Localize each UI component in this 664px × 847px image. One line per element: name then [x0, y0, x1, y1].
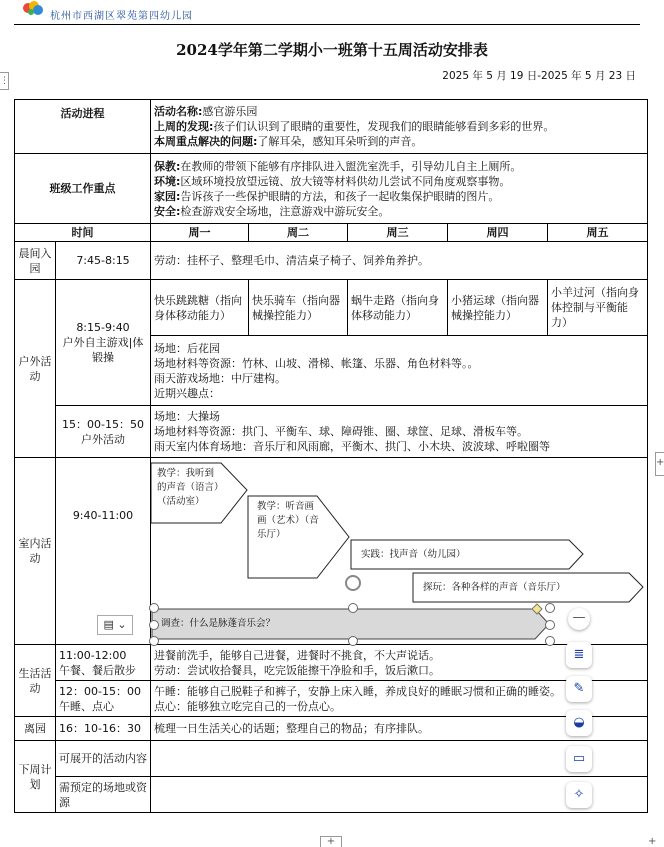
progress-content	[151, 100, 648, 154]
outdoor-name-1: 户外自主游戏|体锻操	[62, 336, 144, 364]
focus-item-label: 保教:	[154, 159, 181, 173]
materials-text: 场地材料等资源：竹林、山坡、滑梯、帐篷、乐器、角色材料等。。	[154, 356, 479, 370]
outdoor-label: 户外活动	[15, 280, 56, 458]
life-slot-1	[56, 645, 151, 681]
class-focus-content	[151, 154, 648, 224]
rotate-icon[interactable]	[346, 576, 360, 590]
focus-item-label: 家园:	[154, 189, 181, 203]
game-cell: 小羊过河（指向身体控制与平衡能力）	[548, 280, 648, 336]
focus-item-value: 告诉孩子一些保护眼睛的方法，和孩子一起收集保护眼睛的图片。	[180, 189, 500, 203]
outdoor-time-1: 8:15-9:40	[76, 321, 130, 334]
indoor-label: 室内活动	[15, 458, 56, 645]
arrival-label: 晨间入园	[15, 242, 56, 280]
magic-icon[interactable]: ✧	[566, 782, 592, 808]
page-title: 2024学年第二学期小一班第十五周活动安排表	[176, 41, 488, 59]
life-label: 生活活动	[15, 645, 56, 717]
progress-row	[15, 100, 648, 154]
arrival-content: 劳动：挂杯子、整理毛巾、清洁桌子椅子、饲养角养护。	[151, 242, 648, 280]
minus-icon[interactable]: —	[568, 608, 590, 630]
selection-handle[interactable]	[149, 620, 159, 630]
school-name: 杭州市西湖区翠苑第四幼儿园	[50, 11, 193, 22]
progress-label: 活动进程	[15, 100, 151, 154]
last-week-label: 上周的发现:	[154, 120, 214, 133]
day-header: 周一	[151, 224, 249, 242]
leave-content: 梳理一日生活关心的话题；整理自己的物品；有序排队。	[151, 717, 648, 741]
next-week-row-1	[15, 741, 648, 777]
date-range: 2025 年 5 月 19 日-2025 年 5 月 23 日	[442, 70, 636, 82]
game-cell: 快乐跳跳糖（指向身体移动能力）	[151, 280, 249, 336]
class-focus-label: 班级工作重点	[15, 154, 151, 224]
next-week-label: 下周计划	[15, 741, 56, 813]
outdoor-slot-1	[56, 280, 151, 406]
header-divider	[14, 24, 640, 25]
focus-item-label: 环境:	[154, 174, 181, 188]
focus-item-label: 安全:	[154, 204, 181, 218]
site-text: 场地：后花园	[154, 341, 220, 355]
rain-text: 雨天游戏场地：中厅建构。	[154, 371, 286, 385]
lunch-text: 进餐前洗手，能够自己进餐，进餐时不挑食，不大声说话。	[154, 648, 440, 662]
indoor-time: 9:40-11:00	[56, 458, 151, 645]
rain-text: 雨天室内体育场地：音乐厅和风雨廊，平衡木、拱门、小木块、波波球、呼啦圈等	[154, 440, 550, 453]
nap-text: 午睡：能够自己脱鞋子和裤子，安静上床入睡，养成良好的睡眠习惯和正确的睡姿。	[154, 684, 561, 698]
shape-text: 探玩：各种各样的声音（音乐厅）	[423, 581, 566, 593]
plus-icon[interactable]: +	[648, 836, 657, 847]
nap-row	[15, 681, 648, 717]
monitor-icon[interactable]: ▭	[566, 746, 592, 772]
pen-icon[interactable]: ✎	[566, 676, 592, 702]
outdoor-site-1	[151, 336, 648, 406]
snack-text: 点心：能够独立吃完自己的一份点心。	[154, 699, 341, 713]
layout-options-icon[interactable]: ▤ ⌄	[97, 615, 133, 635]
interest-text: 近期兴趣点：	[154, 386, 220, 400]
activity-name-label: 活动名称:	[154, 105, 203, 118]
logo-icon	[22, 0, 44, 16]
focus-item-value: 检查游戏安全场地，注意游戏中游玩安全。	[180, 204, 390, 218]
activity-name: 感官游乐园	[202, 105, 258, 118]
shape-text: 教学：我听到的声音（语言）（活动室）	[157, 467, 219, 507]
life-time-2: 12：00-15：00	[59, 684, 141, 698]
leave-label: 离园	[15, 717, 56, 741]
outdoor-games-row	[15, 280, 648, 336]
shape-text: 实践：找声音（幼儿园）	[361, 548, 466, 560]
next-week-row-2	[15, 777, 648, 813]
focus-label: 本周重点解决的问题:	[154, 135, 258, 148]
lunch-row	[15, 645, 648, 681]
shape-text: 教学：听音画画（艺术）（音乐厅）	[257, 500, 319, 540]
focus-item-value: 区域环境投放望远镜、放大镜等材料供幼儿尝试不同角度观察事物。	[180, 174, 511, 188]
focus-item-value: 在教师的带领下能够有序排队进入盥洗室洗手，引导幼儿自主上厕所。	[180, 159, 522, 173]
life-name-1: 午餐、餐后散步	[59, 663, 136, 677]
outdoor-slot-2	[56, 406, 151, 458]
focus-value: 了解耳朵，感知耳朵听到的声音。	[257, 135, 423, 148]
schedule-table	[14, 99, 648, 813]
day-header: 周二	[249, 224, 348, 242]
outdoor-afternoon-row	[15, 406, 648, 458]
outdoor-time-2: 15：00-15：50	[62, 417, 144, 431]
day-header: 周四	[448, 224, 548, 242]
plus-icon[interactable]: +	[320, 836, 342, 847]
day-header: 周三	[348, 224, 448, 242]
leave-row	[15, 717, 648, 741]
selection-handle[interactable]	[545, 620, 555, 630]
selection-handle[interactable]	[149, 636, 159, 646]
day-header: 周五	[548, 224, 648, 242]
anchor-icon[interactable]: +	[655, 452, 664, 476]
game-cell: 快乐骑车（指向器械操控能力）	[249, 280, 348, 336]
labor-text: 劳动：尝试收拾餐具，吃完饭能擦干净脸和手，饭后漱口。	[154, 663, 440, 677]
fill-icon[interactable]: ◒	[566, 710, 592, 736]
last-week-finding: 孩子们认识到了眼睛的重要性，发现我们的眼睛能够看到多彩的世界。	[213, 120, 555, 133]
align-icon[interactable]: ≣	[566, 642, 592, 668]
arrival-time: 7:45-8:15	[56, 242, 151, 280]
selection-handle[interactable]	[545, 636, 555, 646]
materials-text: 场地材料等资源：拱门、平衡车、球、障碍锥、圈、球筐、足球、滑板车等。	[154, 425, 528, 438]
outdoor-name-2: 户外活动	[81, 432, 125, 446]
header-row	[15, 224, 648, 242]
next-week-item: 可展开的活动内容	[56, 741, 151, 777]
leave-time: 16：10-16：30	[56, 717, 151, 741]
outdoor-site-2	[151, 406, 648, 458]
page-header	[0, 0, 664, 28]
game-cell: 蜗牛走路（指向身体移动能力）	[348, 280, 448, 336]
class-focus-row	[15, 154, 648, 224]
game-cell: 小猪运球（指向器械操控能力）	[448, 280, 548, 336]
life-slot-2	[56, 681, 151, 717]
selection-handle[interactable]	[348, 636, 358, 646]
selection-handle[interactable]	[348, 603, 358, 613]
selection-handle[interactable]	[545, 603, 555, 613]
shape-text: 调查：什么是脉蓬音乐会？	[161, 617, 276, 629]
time-header: 时间	[15, 224, 151, 242]
next-week-item: 需预定的场地或资源	[56, 777, 151, 813]
life-name-2: 午睡、点心	[59, 699, 114, 713]
arrival-row	[15, 242, 648, 280]
selection-handle[interactable]	[149, 603, 159, 613]
life-time-1: 11:00-12:00	[59, 648, 127, 662]
site-text: 场地：大操场	[154, 410, 220, 423]
collapse-icon[interactable]: ⋮	[0, 72, 9, 90]
